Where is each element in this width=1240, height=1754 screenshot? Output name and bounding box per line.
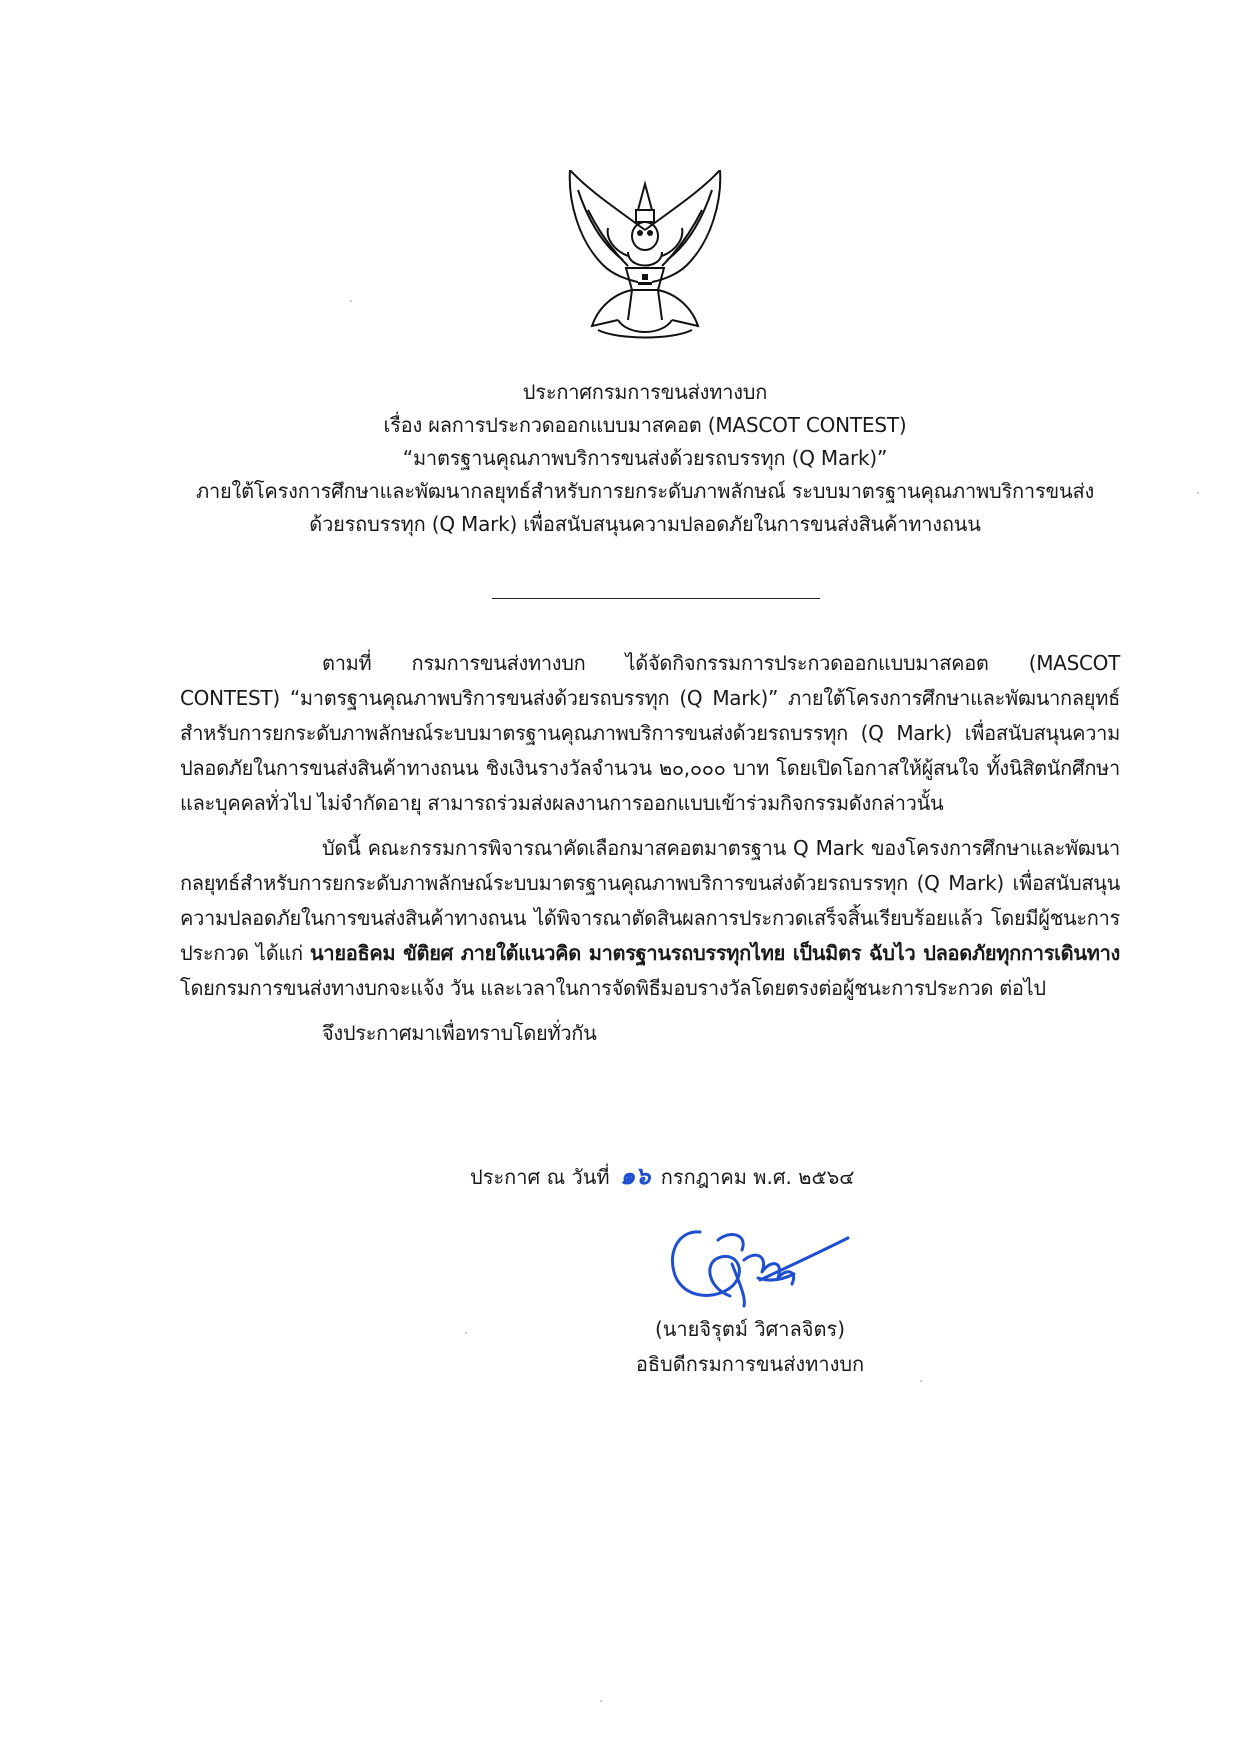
paragraph-2-text-end: โดยกรมการขนส่งทางบกจะแจ้ง วัน และเวลาในการจัดพิธีมอบรางวัลโดยตรงต่อผู้ชนะการประกวด ต่อไป: [180, 976, 1046, 1000]
date-suffix: กรกฎาคม พ.ศ. ๒๕๖๔: [660, 1165, 855, 1189]
announcement-date: [470, 1156, 854, 1195]
garuda-emblem-icon: [558, 170, 732, 342]
body-paragraph-2: [180, 831, 1120, 1006]
signer-name: (นายจิรุตม์ วิศาลจิตร): [654, 1317, 846, 1341]
agency-title: ประกาศกรมการขนส่งทางบก: [522, 380, 768, 404]
signer-title: อธิบดีกรมการขนส่งทางบก: [635, 1352, 865, 1376]
contest-name: “มาตรฐานคุณภาพบริการขนส่งด้วยรถบรรทุก (Q Mark)”: [402, 446, 888, 470]
body-paragraph-1: ตามที่ กรมการขนส่งทางบก ได้จัดกิจกรรมการประกวดออกแบบมาสคอต (MASCOT CONTEST) “มาตรฐานคุณภาพบริการขนส่งด้วยรถบรรทุก (Q Mark)” ภายใต้โครงการศึกษาและพัฒนากลยุทธ์สำหรับการยกระดับภาพลักษณ์ระบบมาตรฐานคุณภาพบริการขนส่งด้วยรถบรรทุก (Q Mark) เพื่อสนับสนุนความปลอดภัยในการขนส่งสินค้าทางถนน ชิงเงินรางวัลจำนวน ๒๐,๐๐๐ บาท โดยเปิดโอกาสให้ผู้สนใจ ทั้งนิสิตนักศึกษาและบุคคลทั่วไป ไม่จำกัดอายุ สามารถร่วมส่งผลงานการออกแบบเข้าร่วมกิจกรรมดังกล่าวนั้น: [180, 651, 1120, 815]
subject-line: เรื่อง ผลการประกวดออกแบบมาสคอต (MASCOT CONTEST): [383, 413, 907, 437]
paragraph-2-text-start: บัดนี้ คณะกรรมการพิจารณาคัดเลือกมาสคอตมาตรฐาน Q Mark ของโครงการศึกษาและพัฒนากลยุทธ์สำหรับการยกระดับภาพลักษณ์ระบบมาตรฐานคุณภาพบริการขนส่งด้วยรถบรรทุก (Q Mark) เพื่อสนับสนุนความปลอดภัยในการขนส่งสินค้าทางถนน ได้พิจารณาตัดสินผลการประกวดเสร็จสิ้นเรียบร้อยแล้ว โดยมีผู้ชนะการประกวด ได้แก่: [180, 836, 1120, 965]
handwritten-signature-icon: [660, 1210, 850, 1320]
project-line-2: ด้วยรถบรรทุก (Q Mark) เพื่อสนับสนุนความปลอดภัยในการขนส่งสินค้าทางถนน: [309, 512, 981, 536]
date-day: ๑๖: [619, 1161, 651, 1190]
header-divider: [492, 598, 820, 599]
date-prefix: ประกาศ ณ วันที่: [470, 1165, 610, 1189]
scan-speck: [1197, 492, 1199, 494]
signer-block: [600, 1312, 900, 1382]
announcement-header: [160, 376, 1130, 541]
scan-speck: [600, 1700, 602, 1702]
winner-highlight: นายอธิคม ขัติยศ ภายใต้แนวคิด มาตรฐานรถบรรทุกไทย เป็นมิตร ฉับไว ปลอดภัยทุกการเดินทาง: [310, 941, 1121, 965]
closing-line: จึงประกาศมาเพื่อทราบโดยทั่วกัน: [322, 1021, 597, 1045]
scan-speck: [920, 1380, 922, 1382]
scan-speck: [465, 1332, 467, 1334]
project-line-1: ภายใต้โครงการศึกษาและพัฒนากลยุทธ์สำหรับการยกระดับภาพลักษณ์ ระบบมาตรฐานคุณภาพบริการขนส่ง: [195, 479, 1095, 503]
scan-speck: [350, 300, 352, 302]
announcement-body: [180, 646, 1120, 1051]
